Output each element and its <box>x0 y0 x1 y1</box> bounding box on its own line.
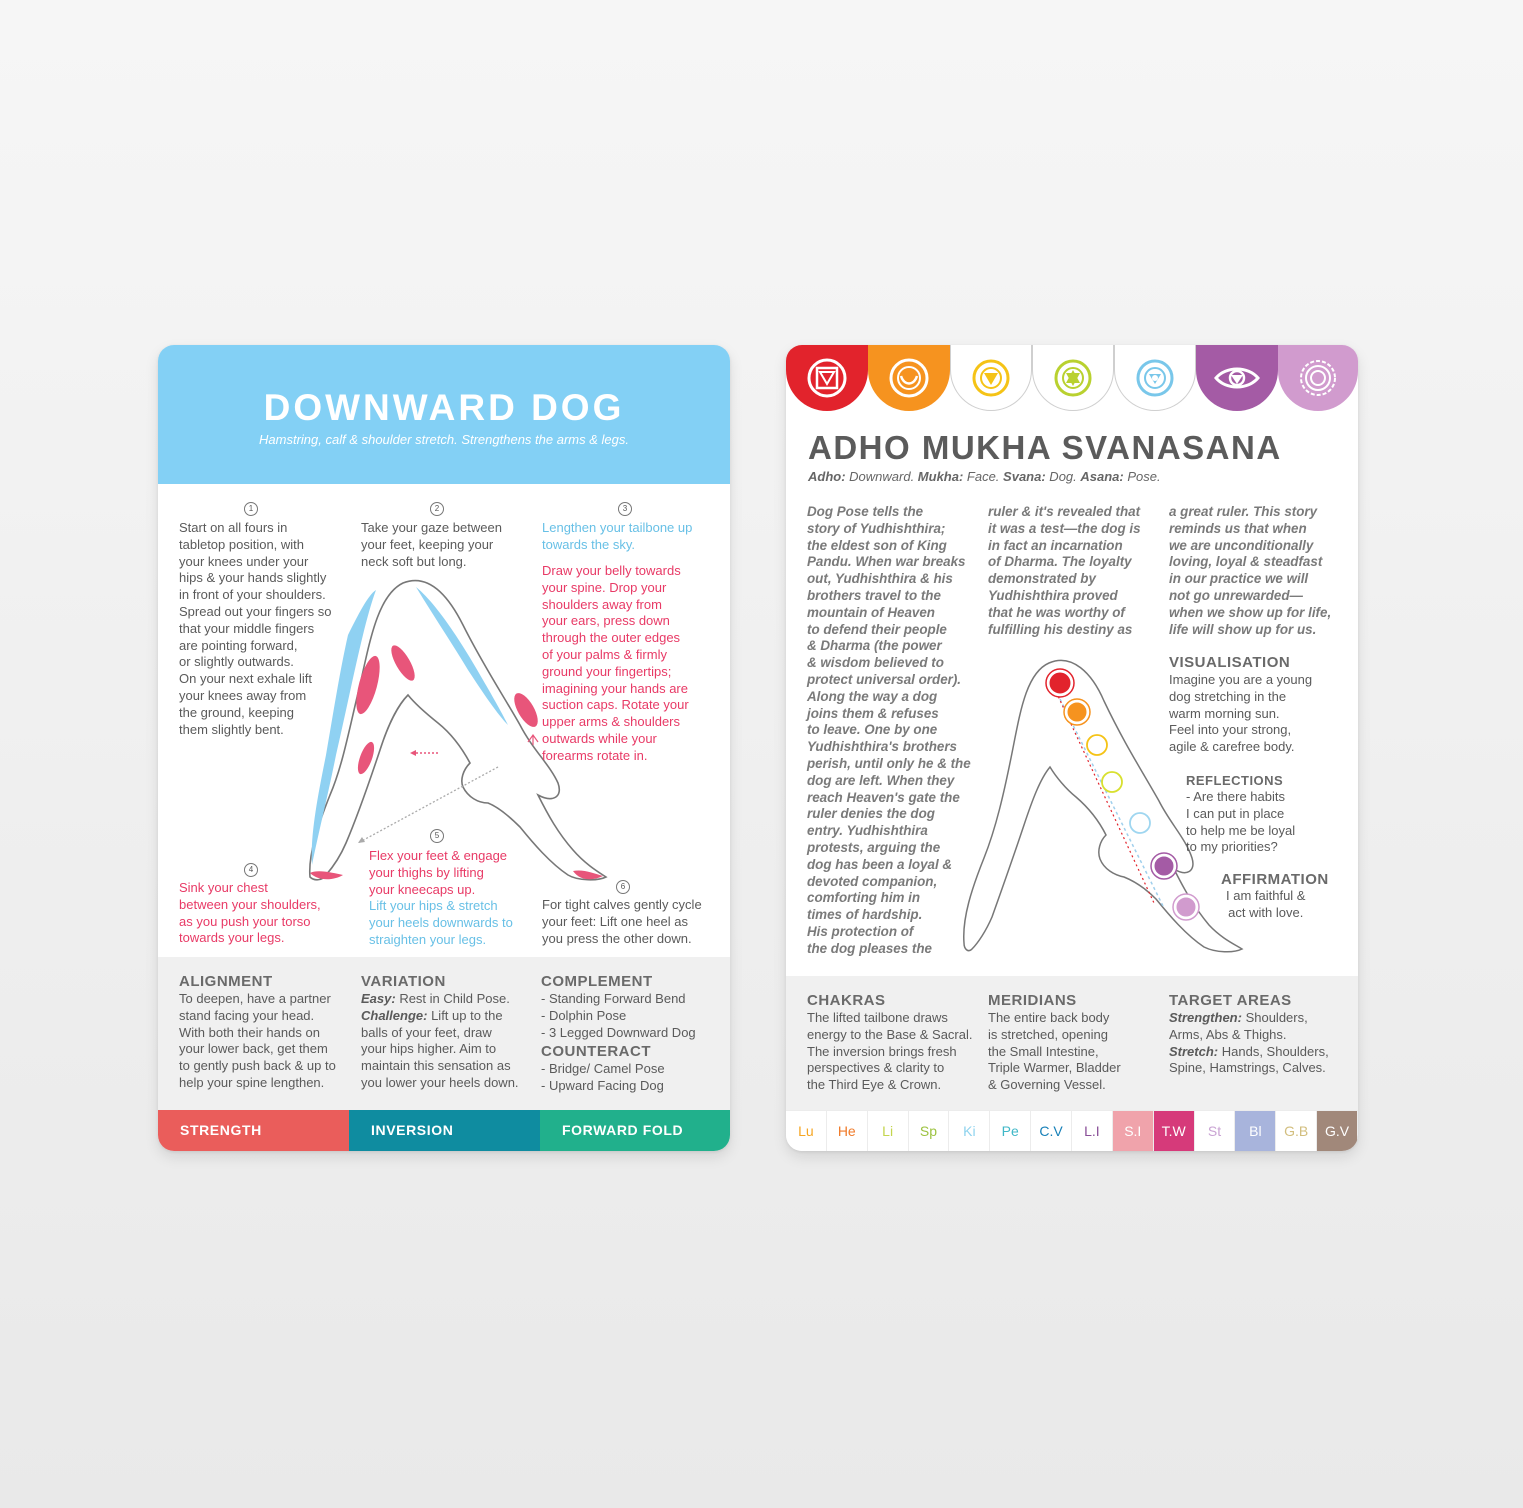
meridian-tab-gb: G.B <box>1276 1110 1317 1151</box>
pose-card-back <box>786 345 1358 1151</box>
chakras-text: The lifted tailbone draws energy to the Base & Sacral. The inversion brings fresh perspectives & clarity to the Third Eye & Crown. <box>807 1010 973 1093</box>
meridian-tab-gv: G.V <box>1317 1110 1358 1151</box>
tag-inversion: INVERSION <box>349 1110 540 1151</box>
complement-heading: COMPLEMENT <box>541 973 653 990</box>
step-number-3: 3 <box>618 502 632 516</box>
word-svana: Svana: <box>1003 469 1046 484</box>
chakra-third-eye-tab <box>1196 345 1278 411</box>
meaning-adho: Downward. <box>845 469 918 484</box>
word-asana: Asana: <box>1080 469 1124 484</box>
step-3-text-tailbone: Lengthen your tailbone up towards the sky. <box>542 520 693 552</box>
pose-subtitle: Hamstring, calf & shoulder stretch. Strengthens the arms & legs. <box>259 432 629 447</box>
crown-chakra-icon <box>1296 356 1340 400</box>
tag-forward-fold: FORWARD FOLD <box>540 1110 730 1151</box>
variation-text <box>361 991 519 1092</box>
reflections-text: - Are there habits I can put in place to help me be loyal to my priorities? <box>1186 789 1296 855</box>
meaning-mukha: Face. <box>963 469 1004 484</box>
variation-heading: VARIATION <box>361 973 446 990</box>
step-3-text-belly: Draw your belly towards your spine. Drop your shoulders away from your ears, press down through the outer edges of your palms & firmly ground your fingertips; imagining your hands are suction caps. Rotate your upper arms & shoulders outwards while your forearms rotate in. <box>542 563 689 763</box>
heart-chakra-icon <box>1051 356 1095 400</box>
target-areas-text <box>1169 1010 1329 1077</box>
alignment-text: To deepen, have a partner stand facing your head. With both their hands on your lower back, get them to gently push back & up to help your spine lengthen. <box>179 991 336 1090</box>
strengthen-label: Strengthen: <box>1169 1010 1242 1025</box>
meridian-tab-sp: Sp <box>909 1110 950 1151</box>
step-6-text: For tight calves gently cycle your feet: Lift one heel as you press the other down. <box>542 897 702 946</box>
strengthen-text: Shoulders, Arms, Abs & Thighs. <box>1169 1010 1308 1042</box>
complement-list: - Standing Forward Bend - Dolphin Pose - 3 Legged Downward Dog <box>541 991 696 1040</box>
story-column-1: Dog Pose tells the story of Yudhishthira; the eldest son of King Pandu. When war breaks out, Yudhishthira & his brothers travel to the mountain of Heaven to defend their people & Dharma (the power & wisdom believed to protect universal order). Along the way a dog joins them & refuses to leave. One by one Yudhishthira's brothers perish, until only he & the dog are left. When they reach Heaven's gate the ruler denies the dog entry. Yudhishthira protests, arguing the dog has been a loyal & devoted companion, comforting him in times of hardship. His protection of the dog pleases the <box>807 504 971 956</box>
chakra-solar-plexus-tab <box>950 345 1032 411</box>
step-number-6: 6 <box>616 880 630 894</box>
meridian-tab-ki: Ki <box>949 1110 990 1151</box>
throat-chakra-icon <box>1133 356 1177 400</box>
affirmation-heading: AFFIRMATION <box>1221 871 1329 888</box>
meridian-tab-lu: Lu <box>786 1110 827 1151</box>
chakra-crown-tab <box>1278 345 1358 411</box>
step-4-text: Sink your chest between your shoulders, as you push your torso towards your legs. <box>179 880 321 946</box>
affirmation-text: I am faithful & act with love. <box>1226 888 1306 920</box>
step-number-1: 1 <box>244 502 258 516</box>
meridian-tab-pe: Pe <box>990 1110 1031 1151</box>
sacral-chakra-icon <box>887 356 931 400</box>
chakra-root-tab <box>786 345 868 411</box>
sanskrit-title: ADHO MUKHA SVANASANA <box>808 429 1282 466</box>
sanskrit-translation <box>808 469 1161 484</box>
pose-title: DOWNWARD DOG <box>263 387 625 428</box>
meridian-tab-st: St <box>1195 1110 1236 1151</box>
pose-card-front <box>158 345 730 1151</box>
step-number-2: 2 <box>430 502 444 516</box>
stretch-label: Stretch: <box>1169 1043 1219 1059</box>
meridian-tab-li: Li <box>868 1110 909 1151</box>
counteract-list: - Bridge/ Camel Pose - Upward Facing Dog <box>541 1061 665 1093</box>
reflections-heading: REFLECTIONS <box>1186 773 1284 788</box>
root-chakra-icon <box>805 356 849 400</box>
meridian-tab-tw: T.W <box>1154 1110 1195 1151</box>
solar-plexus-chakra-icon <box>969 356 1013 400</box>
chakra-heart-tab <box>1032 345 1114 411</box>
third-eye-chakra-icon <box>1212 356 1262 400</box>
word-adho: Adho: <box>808 469 846 484</box>
meridian-tab-he: He <box>827 1110 868 1151</box>
meridians-text: The entire back body is stretched, opening the Small Intestine, Triple Warmer, Bladder & Governing Vessel. <box>988 1010 1121 1093</box>
meridian-tab-li: L.I <box>1072 1110 1113 1151</box>
word-mukha: Mukha: <box>917 469 964 484</box>
visualisation-heading: VISUALISATION <box>1169 654 1291 671</box>
easy-text: Rest in Child Pose. <box>395 991 510 1006</box>
challenge-text: Lift up to the balls of your feet, draw your hips higher. Aim to maintain this sensation as you lower your heels down. <box>361 1007 519 1090</box>
step-2-text: Take your gaze between your feet, keeping your neck soft but long. <box>361 520 502 569</box>
easy-label: Easy: <box>361 991 396 1006</box>
step-number-5: 5 <box>430 829 444 843</box>
alignment-heading: ALIGNMENT <box>179 973 273 990</box>
chakra-throat-tab <box>1114 345 1196 411</box>
step-5-text-hips: Lift your hips & stretch your heels downwards to straighten your legs. <box>369 898 513 947</box>
meridian-tab-si: S.I <box>1113 1110 1154 1151</box>
chakra-sacral-tab <box>868 345 950 411</box>
visualisation-text: Imagine you are a young dog stretching in the warm morning sun. Feel into your strong, agile & carefree body. <box>1169 672 1313 755</box>
meaning-asana: Pose. <box>1123 469 1161 484</box>
stretch-text: Hands, Shoulders, Spine, Hamstrings, Calves. <box>1169 1043 1329 1076</box>
counteract-heading: COUNTERACT <box>541 1043 651 1060</box>
chakras-heading: CHAKRAS <box>807 992 886 1009</box>
story-column-2: ruler & it's revealed that it was a test—the dog is in fact an incarnation of Dharma. The loyalty demonstrated by Yudhishthira proved that he was worthy of fulfilling his destiny as <box>988 504 1141 637</box>
card-header <box>158 345 730 484</box>
tag-strength: STRENGTH <box>158 1110 349 1151</box>
challenge-label: Challenge: <box>361 1007 428 1023</box>
story-column-3: a great ruler. This story reminds us that when we are unconditionally loving, loyal & steadfast in our practice we will not go unrewarded— when we show up for life, life will show up for us. <box>1169 504 1332 637</box>
meridian-tab-bl: Bl <box>1235 1110 1276 1151</box>
target-areas-heading: TARGET AREAS <box>1169 992 1292 1009</box>
meridian-tab-cv: C.V <box>1031 1110 1072 1151</box>
step-number-4: 4 <box>244 863 258 877</box>
meridians-heading: MERIDIANS <box>988 992 1077 1009</box>
step-1-text: Start on all fours in tabletop position, with your knees under your hips & your hands slightly in front of your shoulders. Spread out your fingers so that your middle fingers are pointing forward, or slightly outwards. On your next exhale lift your knees away from the ground, keeping them slightly bent. <box>179 520 332 737</box>
meaning-svana: Dog. <box>1045 469 1081 484</box>
step-5-text-feet: Flex your feet & engage your thighs by lifting your kneecaps up. <box>369 848 508 897</box>
